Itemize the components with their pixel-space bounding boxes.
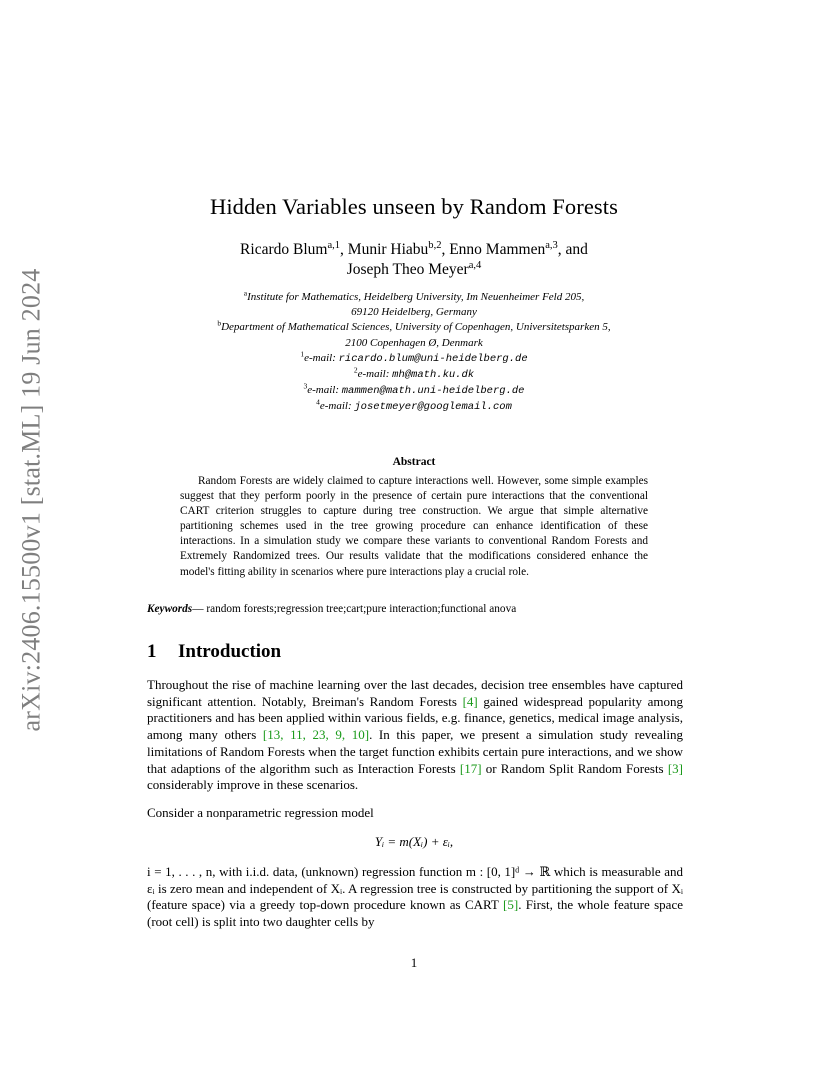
- author-affil-mark: b,2: [428, 239, 442, 251]
- author-name: Munir Hiabu: [347, 241, 429, 258]
- author-separator: ,: [340, 241, 348, 258]
- author-name: Ricardo Blum: [240, 241, 328, 258]
- email-line: $^2$e-mail: mh@math.ku.dk: [353, 365, 475, 382]
- author-separator: ,: [441, 241, 450, 258]
- email-address[interactable]: josetmeyer@googlemail.com: [354, 401, 512, 414]
- author-affil-mark: a,3: [545, 239, 558, 251]
- page-number: 1: [410, 955, 418, 970]
- citation-link[interactable]: [13, 11, 23, 9, 10]: [262, 727, 370, 743]
- email-address[interactable]: mammen@math.uni-heidelberg.de: [341, 385, 525, 398]
- email-line: $^3$e-mail: mammen@math.uni-heidelberg.de: [303, 381, 525, 398]
- affiliations-block: [0, 290, 828, 416]
- author-affil-mark: a,4: [468, 259, 482, 271]
- section-title: Introduction: [178, 641, 282, 662]
- keywords-label: Keywords: [147, 603, 193, 615]
- citation-link[interactable]: [17]: [459, 760, 482, 776]
- author-affil-mark: a,1: [327, 239, 341, 251]
- regression-equation: Yᵢ = m(Xᵢ) + εᵢ,: [374, 834, 454, 849]
- citation-link[interactable]: [4]: [462, 693, 478, 709]
- arxiv-identifier: arXiv:2406.15500v1 [stat.ML] 19 Jun 2024: [16, 268, 45, 732]
- affiliation-a: $^a$Institute for Mathematics, Heidelberg University, Im Neuenheimer Feld 205,: [243, 288, 585, 303]
- model-description-paragraph: i = 1, . . . , n, with i.i.d. data, (unknown) regression function m : [0, 1]ᵈ → ℝ which is measurable and εᵢ is zero mean and independent of Xᵢ. A regression tree is constructed by partitioning the support of Xᵢ (feature space) via a greedy top-down procedure known as CART [5]. First, the whole feature space (root cell) is split into two daughter cells by: [147, 864, 683, 930]
- author-separator: , and: [557, 241, 588, 258]
- citation-link[interactable]: [3]: [667, 760, 683, 776]
- author-name: Enno Mammen: [449, 241, 546, 258]
- email-line: $^4$e-mail: josetmeyer@googlemail.com: [316, 397, 512, 414]
- keywords-text: random forests;regression tree;cart;pure interaction;functional anova: [206, 603, 517, 615]
- author-line-2: [0, 260, 828, 280]
- affiliation-b-cont: 2100 Copenhagen Ø, Denmark: [345, 336, 483, 349]
- author-list: [0, 240, 828, 280]
- keywords-line: Keywords— random forests;regression tree;cart;pure interaction;functional anova: [147, 603, 517, 615]
- paper-title: Hidden Variables unseen by Random Forests: [209, 194, 618, 219]
- affil-mark: a: [243, 288, 248, 298]
- abstract-text: Random Forests are widely claimed to capture interactions well. However, some simple examples suggest that they perform poorly in the presence of certain pure interactions that the conventional CART criterion struggles to capture during tree construction. We argue that simple alternative partitioning schemes used in the tree growing procedure can enhance identification of these interactions. In a simulation study we compare these variants to conventional Random Forests and Extremely Randomized trees. Our results validate that the modifications considered enhance the model's fitting ability in scenarios where pure interactions play a crucial role.: [180, 475, 648, 578]
- abstract-heading: Abstract: [392, 456, 436, 468]
- model-intro-sentence: Consider a nonparametric regression model: [147, 805, 374, 820]
- citation-link[interactable]: [5]: [503, 897, 519, 913]
- author-line-1: [0, 240, 828, 260]
- affiliation-b: $^b$Department of Mathematical Sciences, University of Copenhagen, Universitetsparken 5,: [217, 318, 611, 334]
- section-number: 1: [147, 641, 157, 662]
- author-name: Joseph Theo Meyer: [346, 261, 469, 278]
- intro-paragraph: Throughout the rise of machine learning over the last decades, decision tree ensembles have captured significant attention. Notably, Breiman's Random Forests [4] gained widespread popularity among practitioners and has been applied within various fields, e.g. finance, genetics, medical image analysis, among many others [13, 11, 23, 9, 10]. In this paper, we present a simulation study revealing limitations of Random Forests when the target function exhibits certain pure interactions, and we show that adaptions of the algorithm such as Interaction Forests [17] or Random Split Random Forests [3] considerably improve in these scenarios.: [147, 677, 683, 793]
- section-heading: [147, 641, 281, 663]
- affil-mark: b: [217, 318, 222, 328]
- email-line: $^1$e-mail: ricardo.blum@uni-heidelberg.de: [300, 349, 528, 365]
- email-address[interactable]: ricardo.blum@uni-heidelberg.de: [338, 352, 528, 365]
- affiliation-a-cont: 69120 Heidelberg, Germany: [351, 306, 477, 319]
- email-address[interactable]: mh@math.ku.dk: [392, 369, 475, 382]
